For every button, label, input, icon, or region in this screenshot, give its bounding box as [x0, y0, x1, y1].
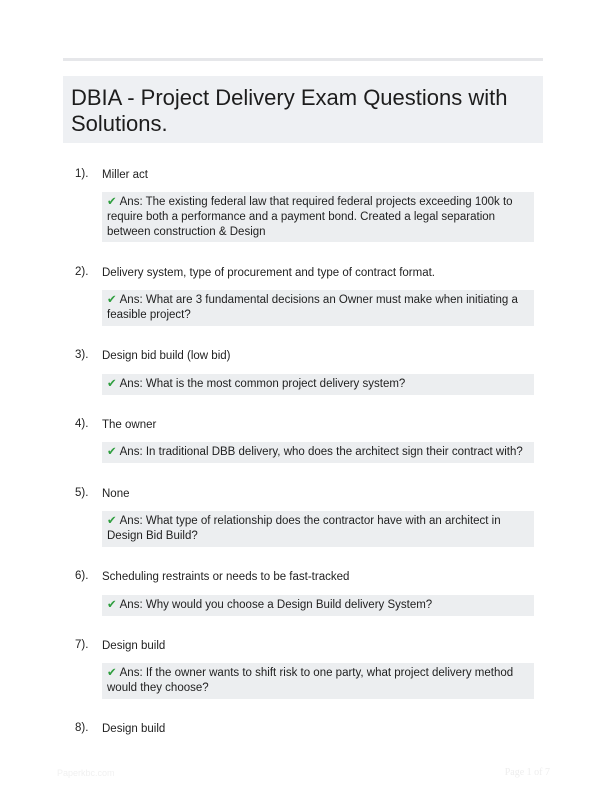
question-text: The owner	[102, 419, 157, 431]
answer-text: Ans: What are 3 fundamental decisions an Owner must make when initiating a feasible project?	[107, 294, 518, 321]
question-text: Scheduling restraints or needs to be fast-tracked	[102, 571, 350, 583]
answer-box	[102, 511, 534, 547]
question-text: Design build	[102, 640, 166, 652]
title-box	[63, 76, 543, 143]
answer-box	[102, 192, 534, 242]
question-text: Design bid build (low bid)	[102, 350, 231, 362]
question-number: 7).	[75, 639, 89, 651]
check-icon: ✔	[107, 446, 117, 458]
answer-box	[102, 290, 534, 326]
check-icon: ✔	[107, 515, 117, 527]
answer-text: Ans: Why would you choose a Design Build delivery System?	[119, 599, 433, 611]
page-number: Page 1 of 7	[504, 767, 550, 778]
answer-text: Ans: What is the most common project delivery system?	[119, 378, 406, 390]
question-text: Delivery system, type of procurement and type of contract format.	[102, 267, 436, 279]
answer-text: Ans: The existing federal law that required federal projects exceeding 100k to require both a performance and a payment bond. Created a legal separation between construction & Design	[107, 196, 513, 238]
check-icon: ✔	[107, 599, 117, 611]
check-icon: ✔	[107, 196, 117, 208]
question-text: Miller act	[102, 169, 149, 181]
check-icon: ✔	[107, 667, 117, 679]
question-text: Design build	[102, 723, 166, 735]
answer-box	[102, 595, 534, 616]
question-number: 5).	[75, 487, 89, 499]
question-number: 6).	[75, 570, 89, 582]
question-number: 8).	[75, 722, 89, 734]
question-number: 1).	[75, 168, 89, 180]
question-number: 2).	[75, 266, 89, 278]
question-number: 3).	[75, 349, 89, 361]
answer-box	[102, 663, 534, 699]
question-text: None	[102, 488, 130, 500]
check-icon: ✔	[107, 294, 117, 306]
check-icon: ✔	[107, 378, 117, 390]
answer-text: Ans: In traditional DBB delivery, who does the architect sign their contract with?	[119, 446, 523, 458]
answer-box	[102, 374, 534, 395]
page-title: DBIA - Project Delivery Exam Questions with Solutions.	[71, 85, 508, 136]
answer-text: Ans: If the owner wants to shift risk to one party, what project delivery method would they choose?	[107, 667, 514, 694]
answer-text: Ans: What type of relationship does the contractor have with an architect in Design Bid Build?	[107, 515, 501, 542]
question-number: 4).	[75, 418, 89, 430]
footer-site: Paperkbc.com	[57, 768, 115, 778]
answer-box	[102, 442, 534, 463]
top-divider	[63, 58, 543, 61]
